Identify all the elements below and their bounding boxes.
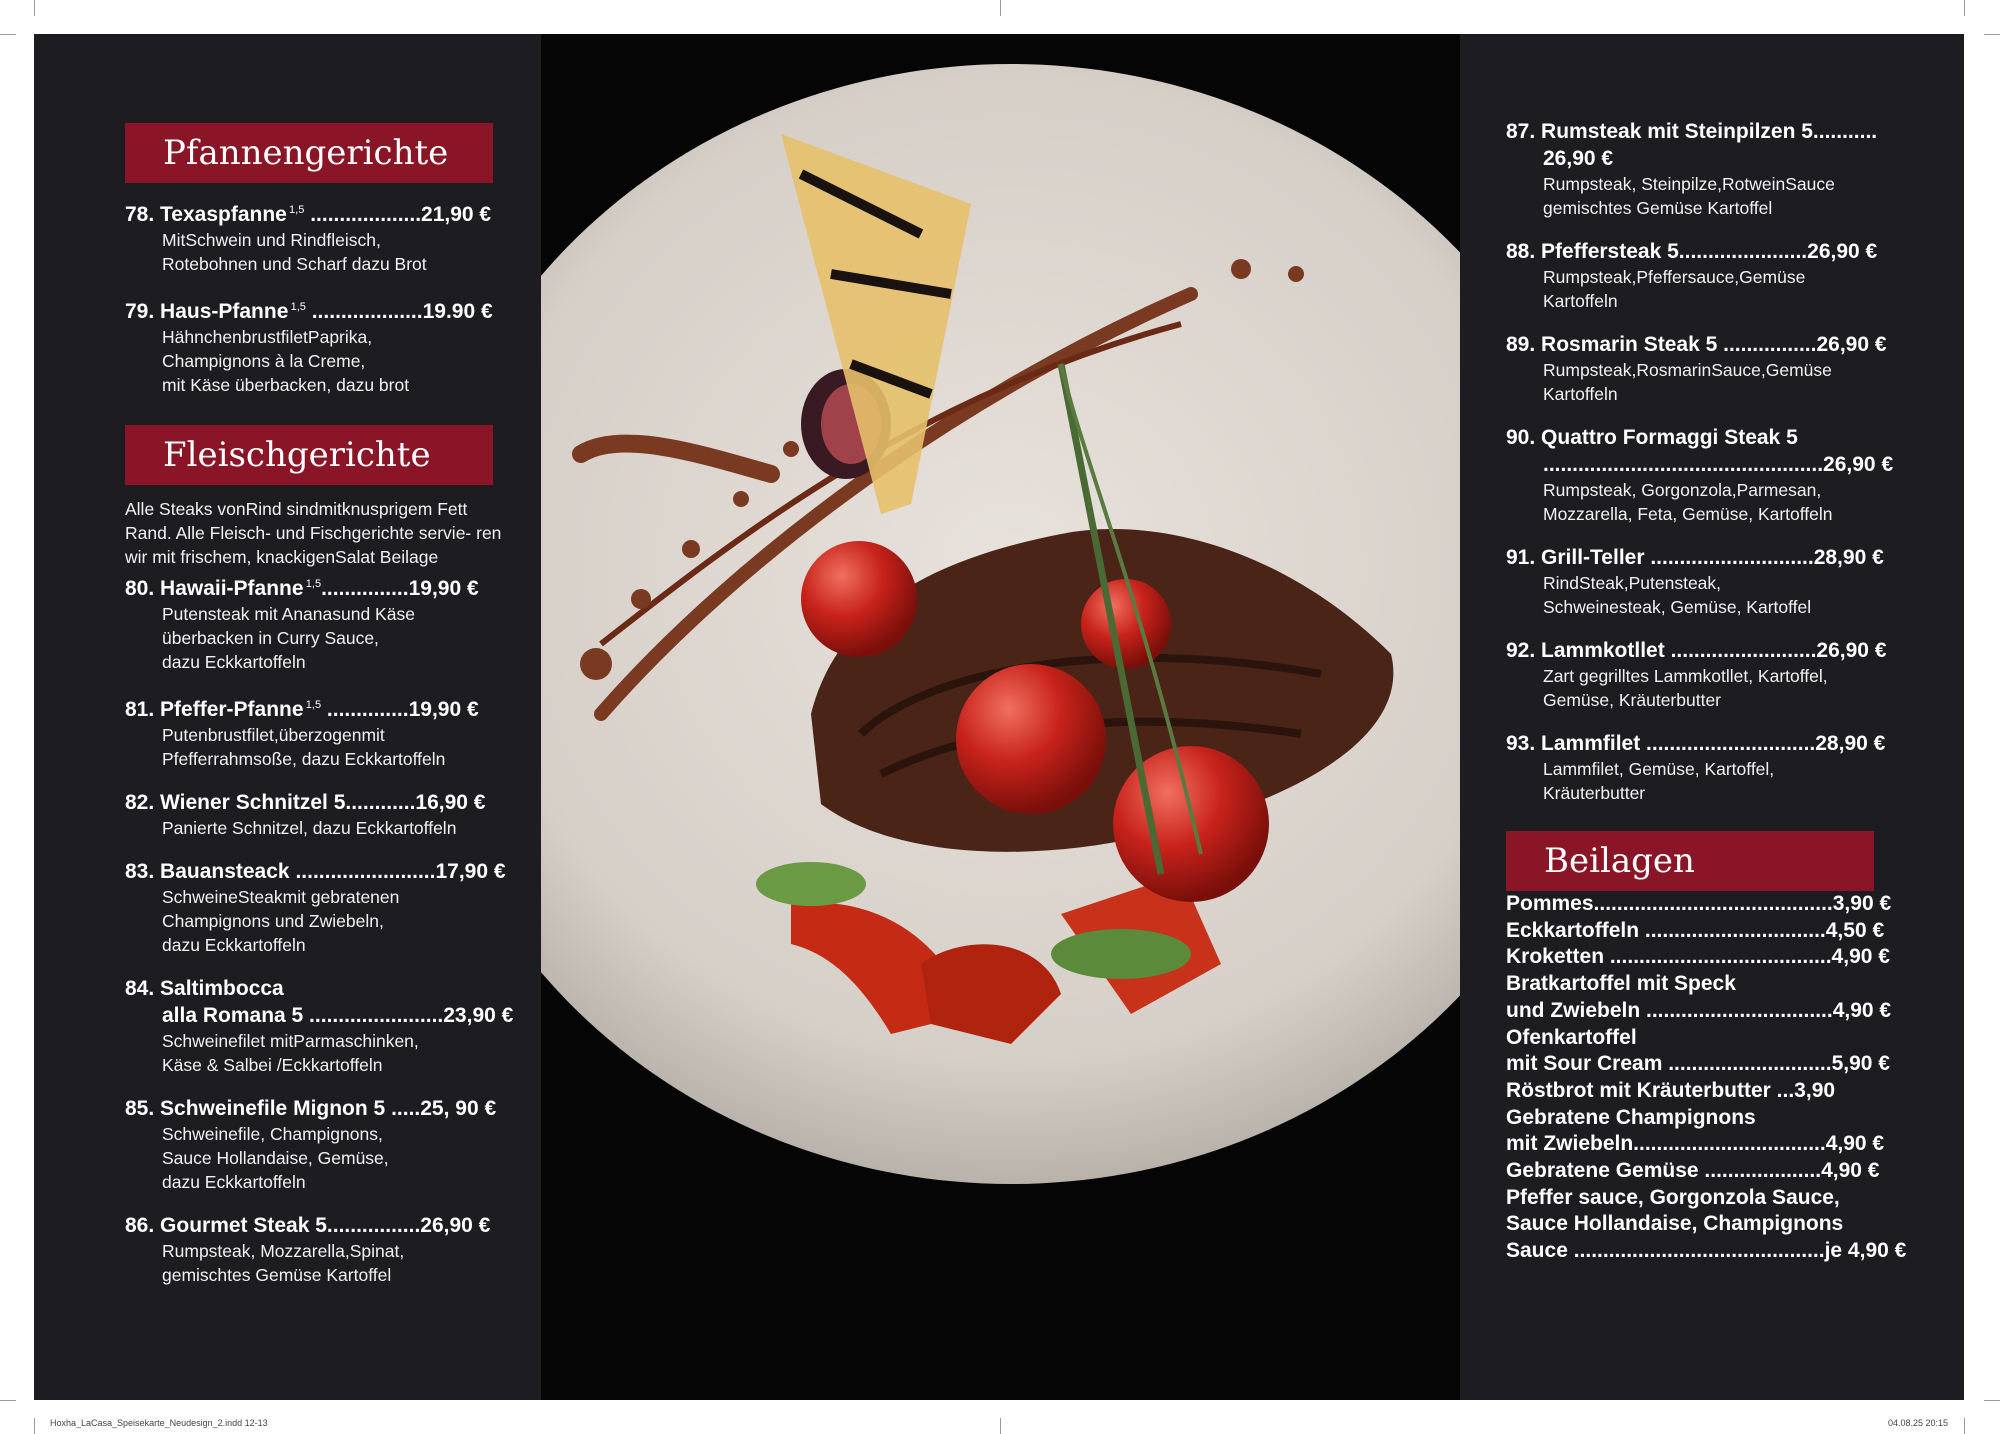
menu-item-title: 79. Haus-Pfanne $^{1,5}$ ...................19.90 € xyxy=(125,300,493,323)
crop-mark xyxy=(34,1418,35,1434)
fleisch-list xyxy=(125,571,525,1287)
allergen-note: 1,5 xyxy=(286,204,305,216)
crop-mark xyxy=(1000,0,1001,16)
menu-item-description: Rumpsteak, Gorgonzola,Parmesan, Mozzarella, Feta, Gemüse, Kartoffeln xyxy=(1543,480,1833,524)
menu-item xyxy=(1506,637,1906,712)
menu-item-title: 90. Quattro Formaggi Steak 5 xyxy=(1506,426,1798,449)
right-column xyxy=(1506,118,1906,1265)
beilage-line: Kroketten ......................................4,90 € xyxy=(1506,945,1890,969)
beilage-line: Sauce Hollandaise, Champignons xyxy=(1506,1212,1844,1236)
beilagen-list xyxy=(1506,891,1906,1265)
menu-item-price: 26,90 € xyxy=(1543,147,1614,170)
menu-item-description: Lammfilet, Gemüse, Kartoffel, Kräuterbutter xyxy=(1543,759,1775,803)
menu-item-description: HähnchenbrustfiletPaprika, Champignons à la Creme, mit Käse überbacken, dazu brot xyxy=(162,327,410,395)
crop-mark xyxy=(0,1400,16,1401)
allergen-note: 1,5 xyxy=(288,301,306,313)
menu-item-title: 84. Saltimbocca xyxy=(125,977,284,1000)
menu-item-title: 85. Schweinefile Mignon 5 .....25, 90 € xyxy=(125,1097,497,1120)
menu-item-title: 81. Pfeffer-Pfanne $^{1,5}$ ..............19,90 € xyxy=(125,698,479,721)
menu-item-description: Rumpsteak,RosmarinSauce,Gemüse Kartoffeln xyxy=(1543,360,1832,404)
beilage-line: Röstbrot mit Kräuterbutter ...3,90 xyxy=(1506,1078,1836,1102)
section-heading-beilagen: Beilagen xyxy=(1506,831,1874,891)
menu-item-description: Putensteak mit Ananasund Käse überbacken in Curry Sauce, dazu Eckkartoffeln xyxy=(162,604,415,672)
beilage-line: Gebratene Champignons xyxy=(1506,1105,1756,1129)
beilage-line: Pommes.........................................3,90 € xyxy=(1506,892,1892,915)
menu-item-description: Zart gegrilltes Lammkotllet, Kartoffel, Gemüse, Kräuterbutter xyxy=(1543,666,1828,710)
menu-item-description: Rumpsteak, Steinpilze,RotweinSauce gemischtes Gemüse Kartoffel xyxy=(1543,174,1835,218)
crop-mark xyxy=(0,34,16,35)
beilage-line: Bratkartoffel mit Speck xyxy=(1506,972,1736,996)
menu-item xyxy=(1506,730,1906,805)
beilage-line: und Zwiebeln ................................4,90 € xyxy=(1506,998,1892,1022)
crop-mark xyxy=(1964,1418,1965,1434)
pfanne-list xyxy=(125,197,525,397)
footer-date: 04.08.25 20:15 xyxy=(1888,1418,1949,1428)
crop-mark xyxy=(1984,34,2000,35)
menu-item-title: 92. Lammkotllet .........................26,90 € xyxy=(1506,639,1887,662)
crop-mark xyxy=(34,0,35,16)
beilage-line: mit Zwiebeln.................................4,90 € xyxy=(1506,1132,1885,1156)
beilage-line: Gebratene Gemüse ....................4,90 € xyxy=(1506,1159,1880,1183)
beilage-line: Pfeffer sauce, Gorgonzola Sauce, xyxy=(1506,1185,1840,1209)
fleisch-intro: Alle Steaks vonRind sindmitknusprigem Fett Rand. Alle Fleisch- und Fischgerichte servie- ren wir mit frischem, knackigenSalat Beilage xyxy=(125,499,502,567)
menu-item-description: RindSteak,Putensteak, Schweinesteak, Gemüse, Kartoffel xyxy=(1543,573,1812,617)
menu-item xyxy=(125,571,525,674)
menu-item xyxy=(1506,118,1906,220)
menu-item-title: 93. Lammfilet .............................28,90 € xyxy=(1506,732,1886,755)
section-heading-pfannengerichte: Pfannengerichte xyxy=(125,123,493,183)
menu-item-title: 91. Grill-Teller ............................28,90 € xyxy=(1506,546,1884,569)
menu-item-description: Rumpsteak,Pfeffersauce,Gemüse Kartoffeln xyxy=(1543,267,1806,311)
menu-item-description: Rumpsteak, Mozzarella,Spinat, gemischtes Gemüse Kartoffel xyxy=(162,1241,405,1285)
menu-item xyxy=(1506,238,1906,313)
menu-item-description: Panierte Schnitzel, dazu Eckkartoffeln xyxy=(162,818,457,838)
beilage-line: Sauce ...........................................je 4,90 € xyxy=(1506,1239,1907,1263)
menu-item-title: 78. Texaspfanne $^{1,5}$ ...................21,90 € xyxy=(125,203,492,226)
menu-item xyxy=(125,1212,525,1287)
beilage-line: mit Sour Cream ............................5,90 € xyxy=(1506,1052,1890,1076)
menu-item xyxy=(125,858,525,957)
menu-item xyxy=(1506,424,1906,526)
menu-item-title: 83. Bauansteack ........................17,90 € xyxy=(125,860,506,883)
menu-item-title: 89. Rosmarin Steak 5 ................26,90 € xyxy=(1506,333,1887,356)
menu-item-description: MitSchwein und Rindfleisch, Rotebohnen und Scharf dazu Brot xyxy=(162,230,427,274)
menu-item-title: 80. Hawaii-Pfanne $^{1,5}$...............19,90 € xyxy=(125,577,479,600)
footer-filename: Hoxha_LaCasa_Speisekarte_Neudesign_2.indd 12-13 xyxy=(50,1418,268,1428)
food-photo xyxy=(541,34,1460,1400)
steak-list xyxy=(1506,118,1906,805)
menu-item-title: 82. Wiener Schnitzel 5............16,90 € xyxy=(125,791,486,814)
menu-item-price: ................................................26,90 € xyxy=(1543,453,1894,476)
menu-item-description: Putenbrustfilet,überzogenmit Pfefferrahmsoße, dazu Eckkartoffeln xyxy=(162,725,446,769)
menu-item-title: 87. Rumsteak mit Steinpilzen 5........... xyxy=(1506,120,1878,143)
crop-mark xyxy=(1964,0,1965,16)
menu-item-description: Schweinefilet mitParmaschinken, Käse & Salbei /Eckkartoffeln xyxy=(162,1031,419,1075)
crop-mark xyxy=(1984,1400,2000,1401)
left-column xyxy=(125,123,525,1305)
beilage-line: Ofenkartoffel xyxy=(1506,1025,1637,1049)
menu-item xyxy=(125,294,525,397)
crop-mark xyxy=(1000,1418,1001,1434)
menu-item xyxy=(125,197,525,276)
menu-item xyxy=(125,692,525,771)
allergen-note: 1,5 xyxy=(303,699,322,711)
menu-item xyxy=(125,1095,525,1194)
menu-item-description: Schweinefile, Champignons, Sauce Hollandaise, Gemüse, dazu Eckkartoffeln xyxy=(162,1124,389,1192)
menu-item-title: 86. Gourmet Steak 5................26,90 € xyxy=(125,1214,491,1237)
menu-item-title: 88. Pfeffersteak 5......................26,90 € xyxy=(1506,240,1878,263)
beilage-line: Eckkartoffeln ...............................4,50 € xyxy=(1506,918,1885,942)
section-heading-fleischgerichte: Fleischgerichte xyxy=(125,425,493,485)
menu-item xyxy=(1506,331,1906,406)
menu-item xyxy=(125,789,525,840)
menu-item-description: SchweineSteakmit gebratenen Champignons und Zwiebeln, dazu Eckkartoffeln xyxy=(162,887,400,955)
menu-item xyxy=(125,975,525,1077)
allergen-note: 1,5 xyxy=(303,578,322,590)
menu-item xyxy=(1506,544,1906,619)
menu-item-price: alla Romana 5 .......................23,90 € xyxy=(162,1004,514,1027)
